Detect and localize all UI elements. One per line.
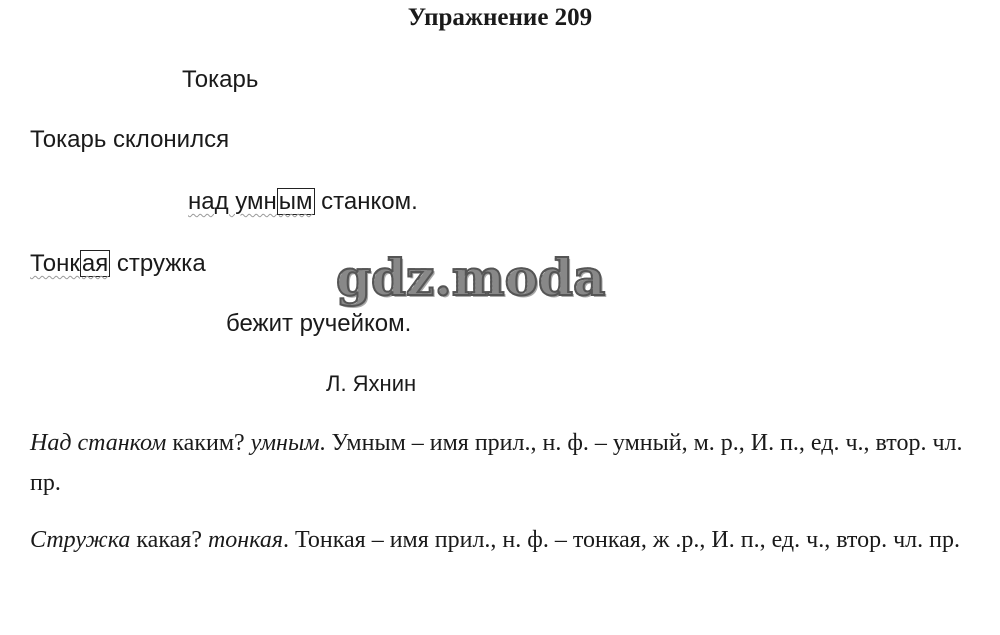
poem-heading: Токарь	[182, 66, 259, 93]
analysis-paragraph-1	[30, 423, 980, 503]
poem-author: Л. Яхнин	[326, 371, 417, 396]
analysis-phrase: Над станком	[30, 430, 167, 456]
analysis-question: какая?	[130, 527, 208, 553]
analysis-phrase: Стружка	[30, 527, 131, 553]
poem-line-3	[30, 250, 206, 278]
analysis-word: умным	[250, 430, 320, 456]
page-title: Упражнение 209	[407, 4, 593, 31]
poem-line-2	[188, 188, 418, 216]
analysis-paragraph-2	[30, 520, 980, 560]
word-struzhka: стружка	[110, 250, 206, 277]
ending-box-ym: ым	[278, 188, 313, 215]
word-tonkaya-stem: Тонк	[30, 250, 80, 277]
word-umnym-stem: над умн	[188, 188, 277, 215]
analysis-question: каким?	[166, 430, 251, 456]
poem-line-4: бежит ручейком.	[226, 310, 412, 337]
watermark-logo: gdz.moda	[336, 248, 606, 307]
word-stankom: станком.	[314, 188, 418, 215]
analysis-word: тонкая	[207, 527, 283, 553]
analysis-text: . Тонкая – имя прил., н. ф. – тонкая, ж .р., И. п., ед. ч., втор. чл. пр.	[283, 527, 960, 553]
ending-box-aya: ая	[81, 250, 109, 277]
analysis-text: . Умным – имя прил., н. ф. – умный, м. р., И. п., ед. ч., втор. чл. пр.	[30, 430, 963, 496]
poem-line-1: Токарь склонился	[30, 126, 230, 153]
